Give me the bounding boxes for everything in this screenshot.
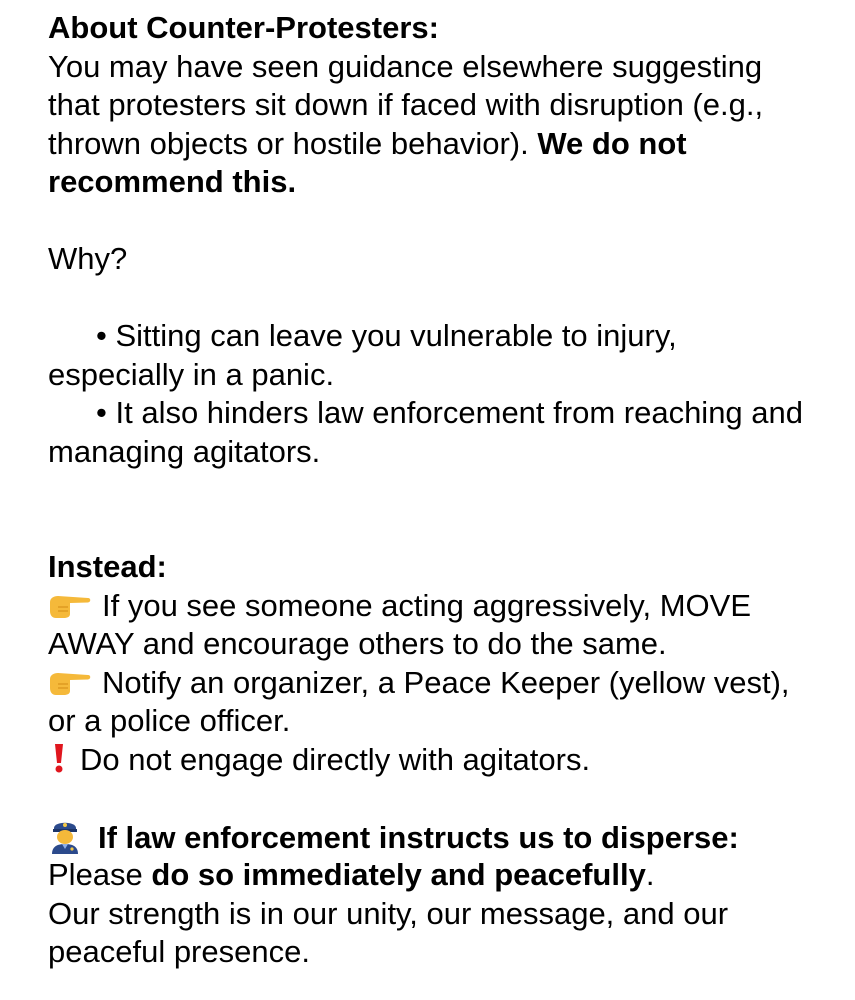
closing-line-2: peaceful presence. — [48, 934, 310, 969]
red-exclamation-icon — [52, 743, 66, 773]
bullet-marker: • — [96, 395, 107, 430]
section-counter-protesters — [48, 9, 855, 202]
instead-item-2-second-line: or a police officer. — [48, 703, 291, 738]
instead-item-1-first-line — [48, 587, 855, 626]
heading-why: Why? — [48, 241, 128, 276]
instead-item-2-first-line — [48, 664, 855, 703]
section-why — [48, 240, 855, 471]
why-bullet-1-second-line: especially in a panic. — [48, 356, 335, 392]
pointing-right-hand-icon — [48, 593, 92, 619]
disperse-instruction-line — [48, 856, 855, 895]
document-body — [48, 9, 855, 972]
intro-line-3-text: thrown objects or hostile behavior). — [48, 125, 538, 161]
instead-item-3-line — [48, 741, 855, 780]
section-disperse — [48, 818, 855, 972]
instead-item-1-second-line: AWAY and encourage others to do the same. — [48, 626, 667, 661]
instead-item-1-text: If you see someone acting aggressively, MOVE — [102, 587, 752, 623]
disperse-prefix: Please — [48, 857, 152, 892]
intro-line-1: You may have seen guidance elsewhere suggesting — [48, 48, 763, 84]
spacer — [48, 279, 855, 318]
intro-line-2: that protesters sit down if faced with disruption (e.g., — [48, 87, 764, 122]
why-bullet-2-first-line — [48, 394, 855, 433]
pointing-right-hand-icon — [48, 670, 92, 696]
heading-disperse — [48, 818, 855, 857]
instead-item — [48, 587, 855, 664]
spacer — [48, 510, 855, 549]
closing-line-1: Our strength is in our unity, our message, and our — [48, 895, 729, 931]
intro-bold-tail: We do not — [537, 125, 687, 161]
intro-line-3 — [48, 125, 855, 164]
why-bullet-2-text: It also hinders law enforcement from reaching and — [115, 395, 804, 430]
disperse-bold: do so immediately and peacefully — [151, 857, 646, 892]
why-bullet — [48, 394, 855, 471]
section-instead — [48, 548, 855, 779]
spacer — [48, 202, 855, 241]
heading-counter-protesters: About Counter-Protesters: — [48, 10, 439, 45]
instead-item — [48, 664, 855, 741]
intro-bold-line: recommend this. — [48, 164, 297, 199]
spacer — [48, 471, 855, 510]
bullet-marker: • — [96, 318, 107, 353]
disperse-suffix: . — [645, 857, 655, 892]
heading-instead: Instead: — [48, 549, 167, 584]
police-officer-icon — [48, 818, 82, 854]
instead-item-2-text: Notify an organizer, a Peace Keeper (yellow vest), — [102, 664, 790, 700]
why-bullet-2-second-line: managing agitators. — [48, 433, 321, 469]
why-bullet-1-text: Sitting can leave you vulnerable to injury, — [115, 318, 677, 353]
instead-item — [48, 741, 855, 780]
spacer — [48, 779, 855, 818]
why-bullet-1-first-line — [48, 317, 855, 356]
instead-item-3-text: Do not engage directly with agitators. — [80, 741, 591, 777]
heading-disperse-text: If law enforcement instructs us to disperse: — [98, 819, 739, 855]
why-bullet — [48, 317, 855, 394]
